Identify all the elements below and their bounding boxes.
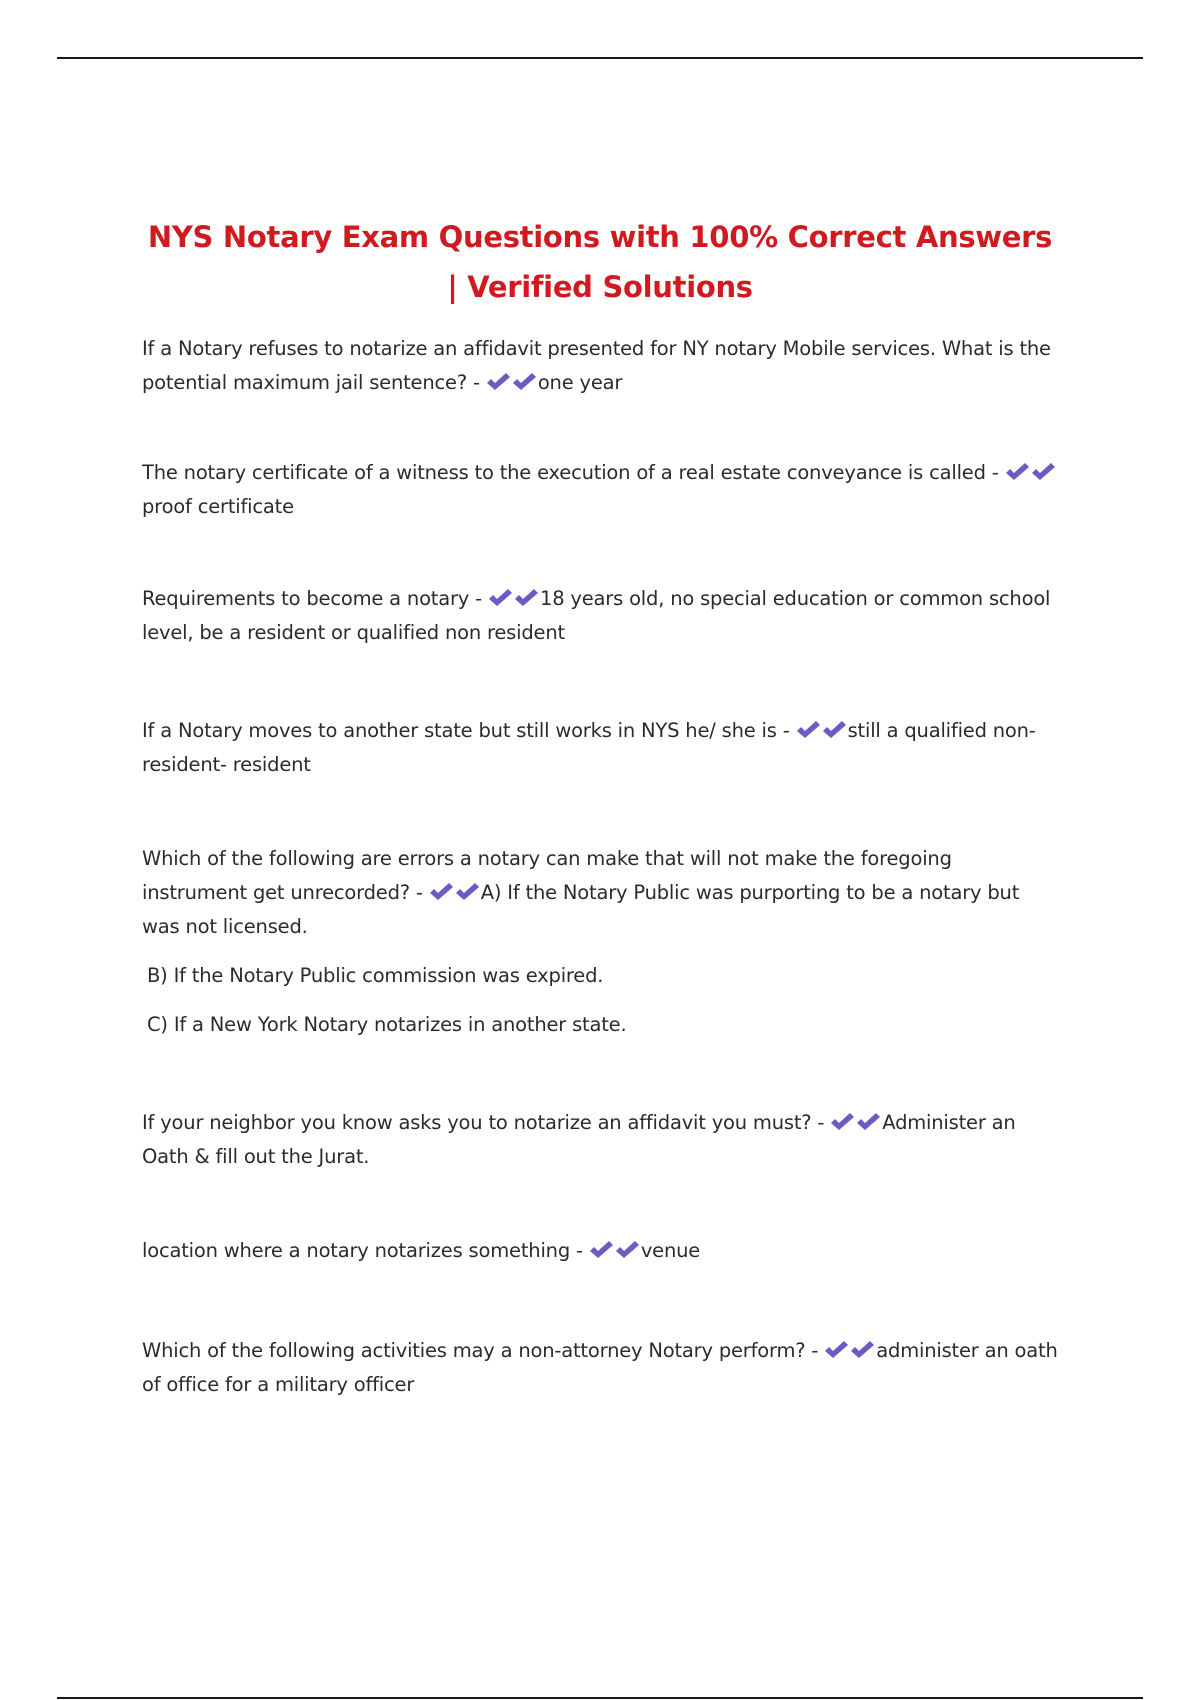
check-mark-icon [824, 1340, 850, 1360]
separator: - [985, 461, 1005, 484]
qa-item [142, 1106, 1062, 1174]
question-text: If a Notary moves to another state but still works in NYS he/ she is [142, 719, 777, 742]
answer-text: one year [537, 371, 623, 394]
qa-item [142, 582, 1062, 650]
answer-text: venue [640, 1239, 701, 1262]
qa-item [142, 714, 1062, 782]
qa-list [142, 332, 1062, 1402]
answer-option-b: B) If the Notary Public commission was expired. [147, 964, 604, 987]
check-mark-icon [1031, 462, 1057, 482]
answer-text: proof certificate [142, 495, 294, 518]
check-mark-icon [856, 1112, 882, 1132]
check-mark-icon [486, 372, 512, 392]
separator: - [570, 1239, 589, 1262]
separator: - [469, 587, 488, 610]
check-mark-icon [589, 1240, 615, 1260]
check-mark-icon [512, 372, 538, 392]
check-mark-icon [429, 882, 455, 902]
qa-item [142, 456, 1062, 524]
page-title: NYS Notary Exam Questions with 100% Correct Answers | Verified Solutions [147, 220, 1053, 304]
check-mark-icon [488, 588, 514, 608]
check-mark-icon [1005, 462, 1031, 482]
question-text: Which of the following activities may a non-attorney Notary perform? [142, 1339, 806, 1362]
separator: - [466, 371, 486, 394]
answer-text: 18 years old, no special education or common school level, be a resident or qualified non resident [142, 587, 1051, 644]
check-mark-icon [830, 1112, 856, 1132]
check-mark-icon [455, 882, 481, 902]
qa-item [142, 842, 1062, 1042]
question-text: The notary certificate of a witness to the execution of a real estate conveyance is called [142, 461, 986, 484]
question-text: Which of the following are errors a notary can make that will not make the foregoing instrument get unrecorded? [142, 847, 952, 904]
question-text: location where a notary notarizes something [142, 1239, 570, 1262]
top-rule [57, 57, 1143, 59]
question-text: If your neighbor you know asks you to notarize an affidavit you must? [142, 1111, 812, 1134]
question-text: Requirements to become a notary [142, 587, 470, 610]
answer-text: still a qualified non-resident- resident [142, 719, 1036, 776]
separator: - [776, 719, 796, 742]
question-text: If a Notary refuses to notarize an affidavit presented for NY notary Mobile services. What is the potential maximum jail sentence? [142, 337, 1051, 394]
qa-item [142, 1334, 1062, 1402]
separator: - [811, 1111, 831, 1134]
answer-text: A) If the Notary Public was purporting to be a notary but was not licensed. [142, 881, 1020, 938]
answer-text: Administer an Oath & fill out the Jurat. [142, 1111, 1016, 1168]
answer-option-c: C) If a New York Notary notarizes in another state. [147, 1013, 627, 1036]
qa-item [142, 332, 1062, 400]
qa-item [142, 1234, 1062, 1268]
separator: - [409, 881, 429, 904]
check-mark-icon [615, 1240, 641, 1260]
bottom-rule [57, 1697, 1143, 1699]
separator: - [805, 1339, 825, 1362]
check-mark-icon [850, 1340, 876, 1360]
check-mark-icon [514, 588, 540, 608]
check-mark-icon [822, 720, 848, 740]
check-mark-icon [796, 720, 822, 740]
answer-text: administer an oath of office for a military officer [142, 1339, 1058, 1396]
